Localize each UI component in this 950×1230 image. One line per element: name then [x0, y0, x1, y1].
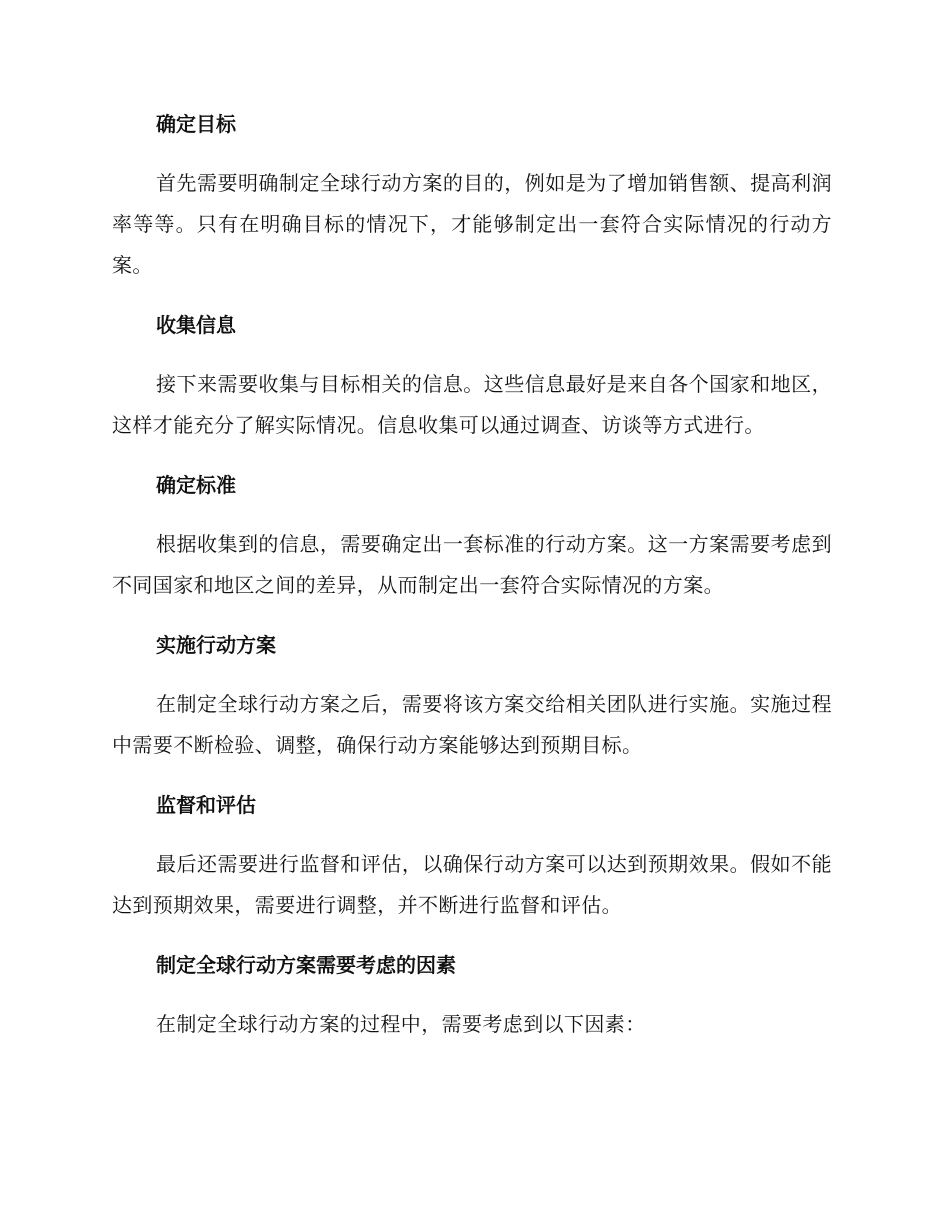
section-paragraph-set-standards: 根据收集到的信息，需要确定出一套标准的行动方案。这一方案需要考虑到不同国家和地区之间的差异，从而制定出一套符合实际情况的方案。: [112, 532, 832, 597]
section-paragraph-collect-info: 接下来需要收集与目标相关的信息。这些信息最好是来自各个国家和地区，这样才能充分了解实际情况。信息收集可以通过调查、访谈等方式进行。: [112, 372, 832, 437]
section-paragraph-factors: 在制定全球行动方案的过程中，需要考虑到以下因素：: [156, 1012, 646, 1036]
document-page: [112, 104, 832, 1064]
section-heading-set-goals: 确定目标: [156, 112, 236, 136]
section-heading-implement-plan: 实施行动方案: [156, 633, 276, 657]
section-paragraph-monitor-evaluate: 最后还需要进行监督和评估，以确保行动方案可以达到预期效果。假如不能达到预期效果，需要进行调整，并不断进行监督和评估。: [112, 852, 832, 917]
section-paragraph-set-goals: 首先需要明确制定全球行动方案的目的，例如是为了增加销售额、提高利润率等等。只有在明确目标的情况下，才能够制定出一套符合实际情况的行动方案。: [112, 171, 832, 277]
section-heading-collect-info: 收集信息: [156, 313, 236, 337]
section-heading-set-standards: 确定标准: [156, 473, 236, 497]
section-heading-monitor-evaluate: 监督和评估: [156, 793, 256, 817]
section-paragraph-implement-plan: 在制定全球行动方案之后，需要将该方案交给相关团队进行实施。实施过程中需要不断检验、调整，确保行动方案能够达到预期目标。: [112, 692, 832, 757]
section-heading-factors: 制定全球行动方案需要考虑的因素: [156, 953, 456, 977]
